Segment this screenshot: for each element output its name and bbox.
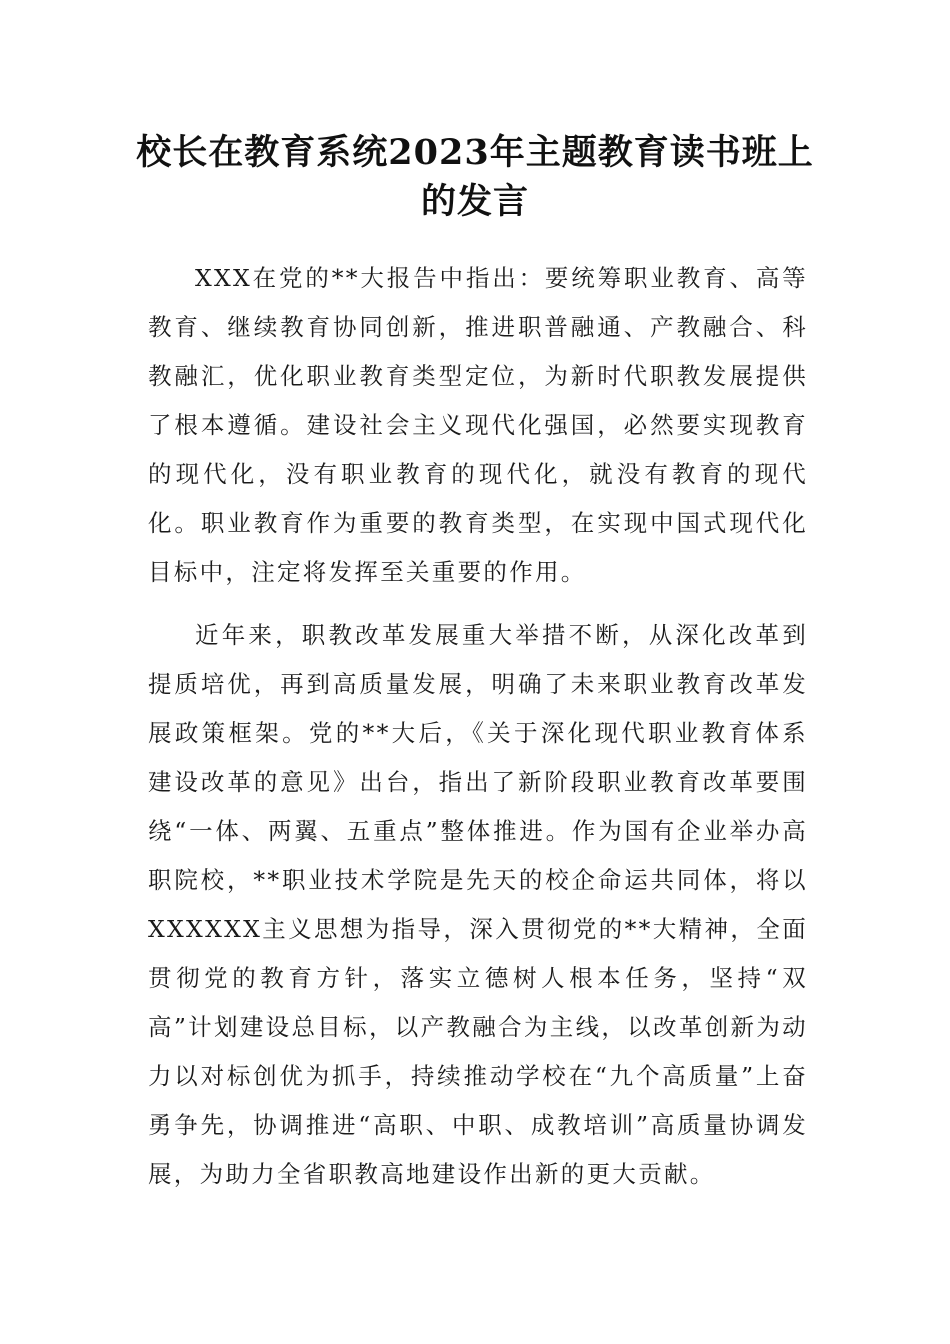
paragraph-2: 近年来，职教改革发展重大举措不断，从深化改革到提质培优，再到高质量发展，明确了未来职业教育改革发展政策框架。党的**大后，《关于深化现代职业教育体系建设改革的意见》出台，指出了新阶段职业教育改革要围绕“一体、两翼、五重点”整体推进。作为国有企业举办高职院校，**职业技术学院是先天的校企命运共同体，将以XXXXXX主义思想为指导，深入贯彻党的**大精神，全面贯彻党的教育方针，落实立德树人根本任务，坚持“双高”计划建设总目标，以产教融合为主线，以改革创新为动力以对标创优为抓手，持续推动学校在“九个高质量”上奋勇争先，协调推进“高职、中职、成教培训”高质量协调发展，为助力全省职教高地建设作出新的更大贡献。 xyxy=(148,621,808,1188)
document-title: 校长在教育系统2023年主题教育读书班上的发言 xyxy=(136,132,814,222)
paragraph-1: XXX在党的**大报告中指出：要统筹职业教育、高等教育、继续教育协同创新，推进职普融通、产教融合、科教融汇，优化职业教育类型定位，为新时代职教发展提供了根本遵循。建设社会主义现代化强国，必然要实现教育的现代化，没有职业教育的现代化，就没有教育的现代化。职业教育作为重要的教育类型，在实现中国式现代化目标中，注定将发挥至关重要的作用。 xyxy=(148,264,808,586)
